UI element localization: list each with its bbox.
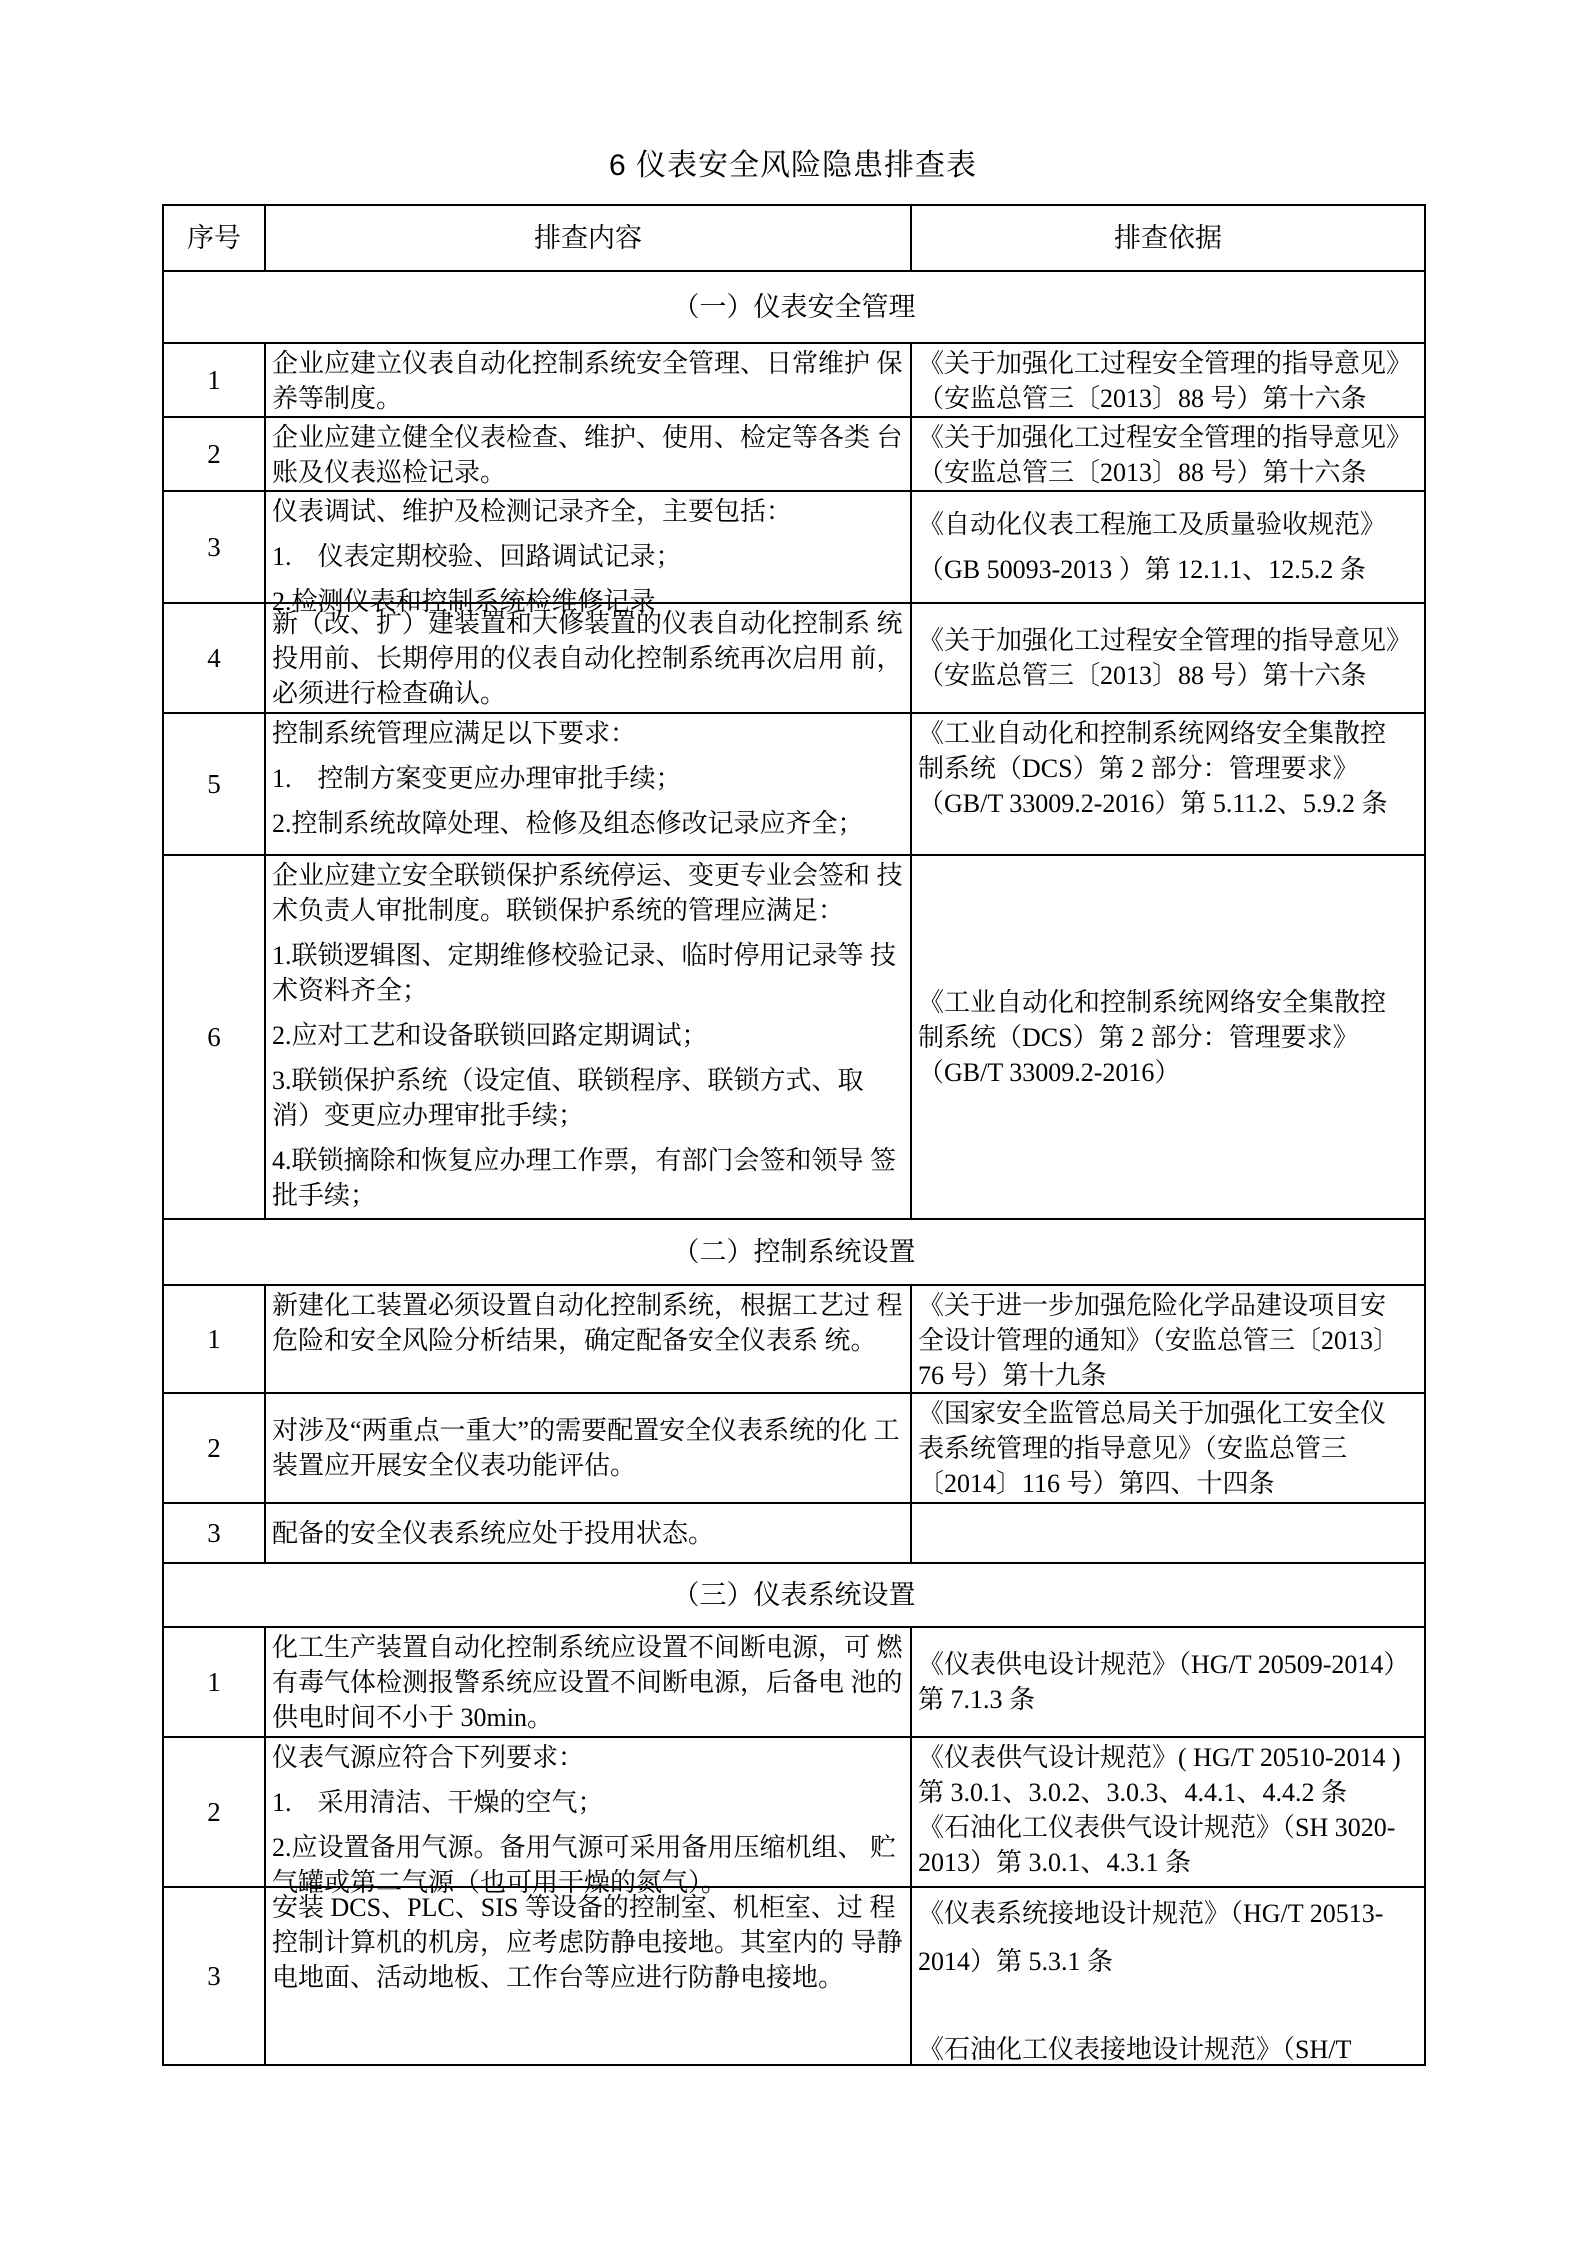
text-line: 安装 DCS、PLC、SIS 等设备的控制室、机柜室、过 程控制计算机的机房，应考虑防静电接地。其室内的 导静电地面、活动地板、工作台等应进行防静电接地。 (272, 1893, 903, 1992)
basis-cell (911, 417, 1425, 491)
row-no: 5 (207, 768, 221, 799)
text-line: 化工生产装置自动化控制系统应设置不间断电源，可 燃有毒气体检测报警系统应设置不间断电源，后备电 池的供电时间不小于 30min。 (272, 1633, 903, 1732)
text-line: 4.联锁摘除和恢复应办理工作票，有部门会签和领导 签批手续； (272, 1146, 897, 1210)
column-header-basis-label: 排查依据 (1114, 222, 1222, 253)
text-line: 3.联锁保护系统（设定值、联锁程序、联锁方式、取 消）变更应办理审批手续； (272, 1066, 864, 1130)
text-line: 《关于加强化工过程安全管理的指导意见》 (918, 423, 1413, 452)
table-row (163, 1393, 1425, 1503)
section-title-cell (163, 1219, 1425, 1285)
basis-cell (911, 343, 1425, 417)
content-cell (265, 1737, 911, 1897)
text-line: 《仪表供气设计规范》( HG/T 20510-2014 ) 第 3.0.1、3.0.2、3.0.3、4.4.1、4.4.2 条 (918, 1743, 1401, 1807)
content-cell (265, 713, 911, 855)
text-line: 企业应建立安全联锁保护系统停运、变更专业会签和 技术负责人审批制度。联锁保护系统的管理应满足： (272, 861, 903, 925)
table-row (163, 855, 1425, 1219)
basis-cell (911, 1503, 1425, 1563)
row-no-cell (163, 1503, 265, 1563)
table-row (163, 417, 1425, 491)
text-line: 2.检测仪表和控制系统检维修记录 (272, 587, 656, 616)
column-header-no (163, 205, 265, 271)
text-line: 1. 控制方案变更应办理审批手续； (272, 764, 682, 793)
text-line: 《关于进一步加强危险化学品建设项目安 全设计管理的通知》（安监总管三〔2013〕 76 号）第十九条 (918, 1291, 1400, 1390)
column-header-content (265, 205, 911, 271)
section-row-1 (163, 271, 1425, 343)
basis-cell (911, 1285, 1425, 1393)
text-line: （安监总管三〔2013〕88 号）第十六条 (918, 458, 1367, 487)
text-line: 新（改、扩）建装置和大修装置的仪表自动化控制系 统投用前、长期停用的仪表自动化控制系统再次启用 前，必须进行检查确认。 (272, 609, 903, 708)
content-cell (265, 491, 911, 616)
row-no: 2 (207, 1432, 221, 1463)
basis-cell (911, 713, 1425, 855)
text-line: 企业应建立仪表自动化控制系统安全管理、日常维护 保养等制度。 (272, 349, 903, 413)
text-line: 2.应设置备用气源。备用气源可采用备用压缩机组、 贮气罐或第二气源（也可用干燥的氮气）。 (272, 1833, 897, 1897)
text-line: 《仪表系统接地设计规范》（HG/T 20513-2014）第 5.3.1 条 (918, 1899, 1384, 1976)
inspection-table (162, 204, 1426, 2066)
text-line: 控制系统管理应满足以下要求： (272, 719, 637, 748)
table-row (163, 1285, 1425, 1393)
content-cell (265, 1503, 911, 1563)
row-no-cell (163, 417, 265, 491)
text-line: 《关于加强化工过程安全管理的指导意见》 (918, 349, 1413, 378)
table-row (163, 1887, 1425, 2065)
content-cell (265, 1627, 911, 1737)
row-no-cell (163, 343, 265, 417)
section-title-cell (163, 271, 1425, 343)
row-no: 2 (207, 438, 221, 469)
text-line: 企业应建立健全仪表检查、维护、使用、检定等各类 台账及仪表巡检记录。 (272, 423, 903, 487)
text-line: 《关于加强化工过程安全管理的指导意见》 (918, 626, 1413, 655)
content-cell (265, 1887, 911, 2065)
section-title: （二）控制系统设置 (672, 1236, 916, 1267)
text-line: 1. 采用清洁、干燥的空气； (272, 1788, 604, 1817)
section-row-2 (163, 1219, 1425, 1285)
column-header-no-label: 序号 (187, 222, 241, 253)
text-line: 2.应对工艺和设备联锁回路定期调试； (272, 1021, 708, 1050)
row-no-cell (163, 713, 265, 855)
text-line: 《仪表供电设计规范》（HG/T 20509-2014） 第 7.1.3 条 (918, 1650, 1410, 1714)
row-no: 3 (207, 1517, 221, 1548)
row-no: 1 (207, 364, 221, 395)
text-line: 仪表气源应符合下列要求： (272, 1743, 585, 1772)
row-no-cell (163, 1285, 265, 1393)
row-no: 3 (207, 531, 221, 562)
content-cell (265, 417, 911, 491)
table-row (163, 603, 1425, 713)
row-no: 1 (207, 1666, 221, 1697)
content-cell (265, 343, 911, 417)
row-no: 1 (207, 1323, 221, 1354)
content-cell (265, 603, 911, 713)
table-row (163, 343, 1425, 417)
row-no-cell (163, 855, 265, 1219)
text-line: 《工业自动化和控制系统网络安全集散控 制系统（DCS）第 2 部分：管理要求》（GB/T 33009.2-2016）第 5.11.2、5.9.2 条 (918, 719, 1388, 818)
section-title: （三）仪表系统设置 (672, 1579, 916, 1610)
text-line: 新建化工装置必须设置自动化控制系统，根据工艺过 程危险和安全风险分析结果，确定配备安全仪表系 统。 (272, 1291, 903, 1355)
text-line: 《工业自动化和控制系统网络安全集散控 制系统（DCS）第 2 部分：管理要求》（GB/T 33009.2-2016） (918, 987, 1387, 1087)
text-line: 配备的安全仪表系统应处于投用状态。 (272, 1518, 715, 1548)
text-line: 1. 仪表定期校验、回路调试记录； (272, 542, 682, 571)
section-row-3 (163, 1563, 1425, 1627)
text-line: 《国家安全监管总局关于加强化工安全仪 表系统管理的指导意见》（安监总管三 〔2014〕116 号）第四、十四条 (918, 1399, 1387, 1498)
text-line: 《自动化仪表工程施工及质量验收规范》 (918, 510, 1387, 539)
text-line: （安监总管三〔2013〕88 号）第十六条 (918, 661, 1367, 690)
content-cell (265, 855, 911, 1219)
content-cell (265, 1393, 911, 1503)
section-title: （一）仪表安全管理 (672, 291, 916, 322)
basis-cell (911, 1393, 1425, 1503)
table-row (163, 1737, 1425, 1887)
basis-cell (911, 1887, 1425, 2065)
text-line: 1.联锁逻辑图、定期维修校验记录、临时停用记录等 技术资料齐全； (272, 941, 897, 1005)
row-no-cell (163, 1737, 265, 1887)
table-row (163, 1627, 1425, 1737)
basis-cell (911, 491, 1425, 603)
table-row (163, 1503, 1425, 1563)
row-no: 4 (207, 642, 221, 673)
text-line: （安监总管三〔2013〕88 号）第十六条 (918, 384, 1367, 413)
row-no-cell (163, 603, 265, 713)
table-row (163, 491, 1425, 603)
text-line: 仪表调试、维护及检测记录齐全，主要包括： (272, 497, 793, 526)
row-no-cell (163, 1627, 265, 1737)
column-header-content-label: 排查内容 (534, 222, 642, 253)
text-line: 对涉及“两重点一重大”的需要配置安全仪表系统的化 工装置应开展安全仪表功能评估。 (272, 1416, 900, 1480)
page-title: 6 仪表安全风险隐患排查表 (608, 149, 978, 182)
text-line: 《石油化工仪表接地设计规范》（SH/T (918, 2035, 1352, 2064)
section-title-cell (163, 1563, 1425, 1627)
row-no: 2 (207, 1796, 221, 1827)
content-cell (265, 1285, 911, 1393)
text-line: （GB 50093-2013 ）第 12.1.1、12.5.2 条 (918, 555, 1366, 584)
row-no-cell (163, 1393, 265, 1503)
basis-cell (911, 855, 1425, 1219)
column-header-basis (911, 205, 1425, 271)
row-no: 3 (207, 1960, 221, 1991)
basis-cell (911, 1737, 1425, 1887)
row-no-cell (163, 1887, 265, 2065)
row-no: 6 (207, 1021, 221, 1052)
basis-cell (911, 603, 1425, 713)
table-row (163, 713, 1425, 855)
table-header-row (163, 205, 1425, 271)
basis-cell (911, 1627, 1425, 1737)
row-no-cell (163, 491, 265, 603)
text-line: 2.控制系统故障处理、检修及组态修改记录应齐全； (272, 809, 864, 838)
text-line: 《石油化工仪表供气设计规范》（SH 3020-2013）第 3.0.1、4.3.1 条 (918, 1813, 1396, 1877)
